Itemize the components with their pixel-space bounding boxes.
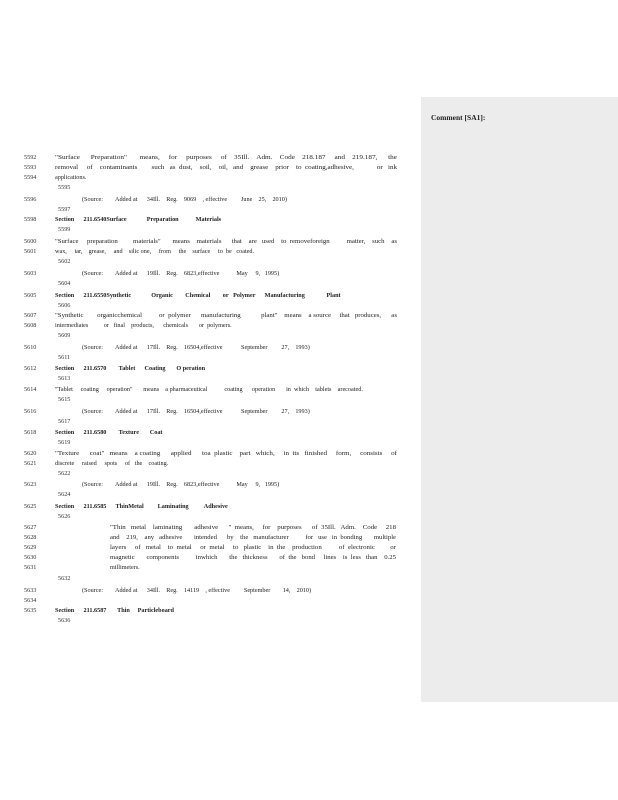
subline-number: 5602 xyxy=(58,258,71,265)
line-number: 5608 xyxy=(24,322,37,329)
section-heading: Section 211.6570 Tablet Coating O peration xyxy=(55,365,206,372)
comment-pane xyxy=(421,97,618,702)
line-number: 5630 xyxy=(24,554,37,561)
line-number: 5620 xyxy=(24,450,37,457)
subline-number: 5597 xyxy=(58,206,71,213)
line-number: 5628 xyxy=(24,534,37,541)
document-text-line: (Source: Added at 17Ill. Reg. 16504,effective September 27, 1993) xyxy=(82,344,310,351)
section-heading: Section 211.6550Synthetic Organic Chemical or Polymer Manufacturing Plant xyxy=(55,292,341,299)
document-text-line: layers of metal to metal or metal to plastic in the production of electronic or xyxy=(110,544,396,551)
subline-number: 5615 xyxy=(58,396,71,403)
document-text-line: "Texture coat" means a coating applied toa plastic part which, in its finished form, consists of xyxy=(55,450,397,457)
subline-number: 5619 xyxy=(58,439,71,446)
subline-number: 5636 xyxy=(58,617,71,624)
document-text-line: applications. xyxy=(55,174,87,181)
line-number: 5603 xyxy=(24,270,37,277)
line-number: 5633 xyxy=(24,587,37,594)
line-number: 5605 xyxy=(24,292,37,299)
line-number: 5616 xyxy=(24,408,37,415)
document-text-line: and 219, any adhesive intended by the manufacturer for use in bonding multiple xyxy=(110,534,396,541)
subline-number: 5632 xyxy=(58,575,71,582)
line-number: 5625 xyxy=(24,503,37,510)
line-number: 5592 xyxy=(24,154,37,161)
line-number: 5607 xyxy=(24,312,37,319)
line-number: 5596 xyxy=(24,196,37,203)
document-text-line: millimeters. xyxy=(110,564,140,571)
subline-number: 5613 xyxy=(58,375,71,382)
line-number: 5618 xyxy=(24,429,37,436)
line-number: 5623 xyxy=(24,481,37,488)
subline-number: 5617 xyxy=(58,418,71,425)
line-number: 5629 xyxy=(24,544,37,551)
section-heading: Section 211.6587 Thin Particleboard xyxy=(55,607,174,614)
subline-number: 5611 xyxy=(58,354,71,361)
line-number: 5610 xyxy=(24,344,37,351)
document-text-line: (Source: Added at 34Ill. Reg. 14119 , effective September 14, 2010) xyxy=(82,587,312,594)
document-text-line: removal of contaminants such as dust, soil, oil, and grease prior to coating,adhesive, or ink xyxy=(55,164,397,171)
document-text-line: "Tablet coating operation" means a pharmaceutical coating operation in which tablets arecoated. xyxy=(55,386,363,393)
line-number: 5614 xyxy=(24,386,37,393)
document-text-line: "Surface Preparation" means, for purposes of 35Ill. Adm. Code 218.187 and 219.187, the xyxy=(55,154,397,161)
line-number: 5634 xyxy=(24,597,37,604)
document-text-line: (Source: Added at 34Ill. Reg. 9069 , effective June 25, 2010) xyxy=(82,196,287,203)
line-number: 5601 xyxy=(24,248,37,255)
subline-number: 5599 xyxy=(58,226,71,233)
section-heading: Section 211.6580 Texture Coat xyxy=(55,429,163,436)
line-number: 5594 xyxy=(24,174,37,181)
line-number: 5593 xyxy=(24,164,37,171)
subline-number: 5606 xyxy=(58,302,71,309)
line-number: 5635 xyxy=(24,607,37,614)
subline-number: 5609 xyxy=(58,332,71,339)
subline-number: 5626 xyxy=(58,513,71,520)
document-text-line: (Source: Added at 19Ill. Reg. 6823,effective May 9, 1995) xyxy=(82,481,280,488)
document-text-line: "Thin metal laminating adhesive " means, for purposes of 35Ill. Adm. Code 218 xyxy=(110,524,396,531)
document-text-line: wax, tar, grease, and silic one, from the surface to be coated. xyxy=(55,248,255,255)
line-number: 5598 xyxy=(24,216,37,223)
document-text-line: discrete raised spots of the coating. xyxy=(55,460,169,467)
comment-header[interactable]: Comment [SA1]: xyxy=(431,113,486,122)
line-number: 5600 xyxy=(24,238,37,245)
subline-number: 5622 xyxy=(58,470,71,477)
line-number: 5621 xyxy=(24,460,37,467)
document-text-line: (Source: Added at 19Ill. Reg. 6823,effective May 9, 1995) xyxy=(82,270,280,277)
section-heading: Section 211.6585 ThinMetal Laminating Adhesive xyxy=(55,503,228,510)
document-text-line: (Source: Added at 17Ill. Reg. 16504,effective September 27, 1993) xyxy=(82,408,310,415)
line-number: 5612 xyxy=(24,365,37,372)
line-number: 5627 xyxy=(24,524,37,531)
document-text-line: "Surface preparation materials" means materials that are used to removeforeign matter, such as xyxy=(55,238,397,245)
subline-number: 5624 xyxy=(58,491,71,498)
subline-number: 5604 xyxy=(58,280,71,287)
section-heading: Section 211.6540Surface Preparation Materials xyxy=(55,216,222,223)
document-text-line: intermediates or final products, chemicals or polymers. xyxy=(55,322,232,329)
subline-number: 5595 xyxy=(58,184,71,191)
line-number: 5631 xyxy=(24,564,37,571)
document-text-line: "Synthetic organicchemical or polymer manufacturing plant" means a source that produces, as xyxy=(55,312,397,319)
document-text-line: magnetic components inwhich the thickness of the bond lines is less than 0.25 xyxy=(110,554,396,561)
